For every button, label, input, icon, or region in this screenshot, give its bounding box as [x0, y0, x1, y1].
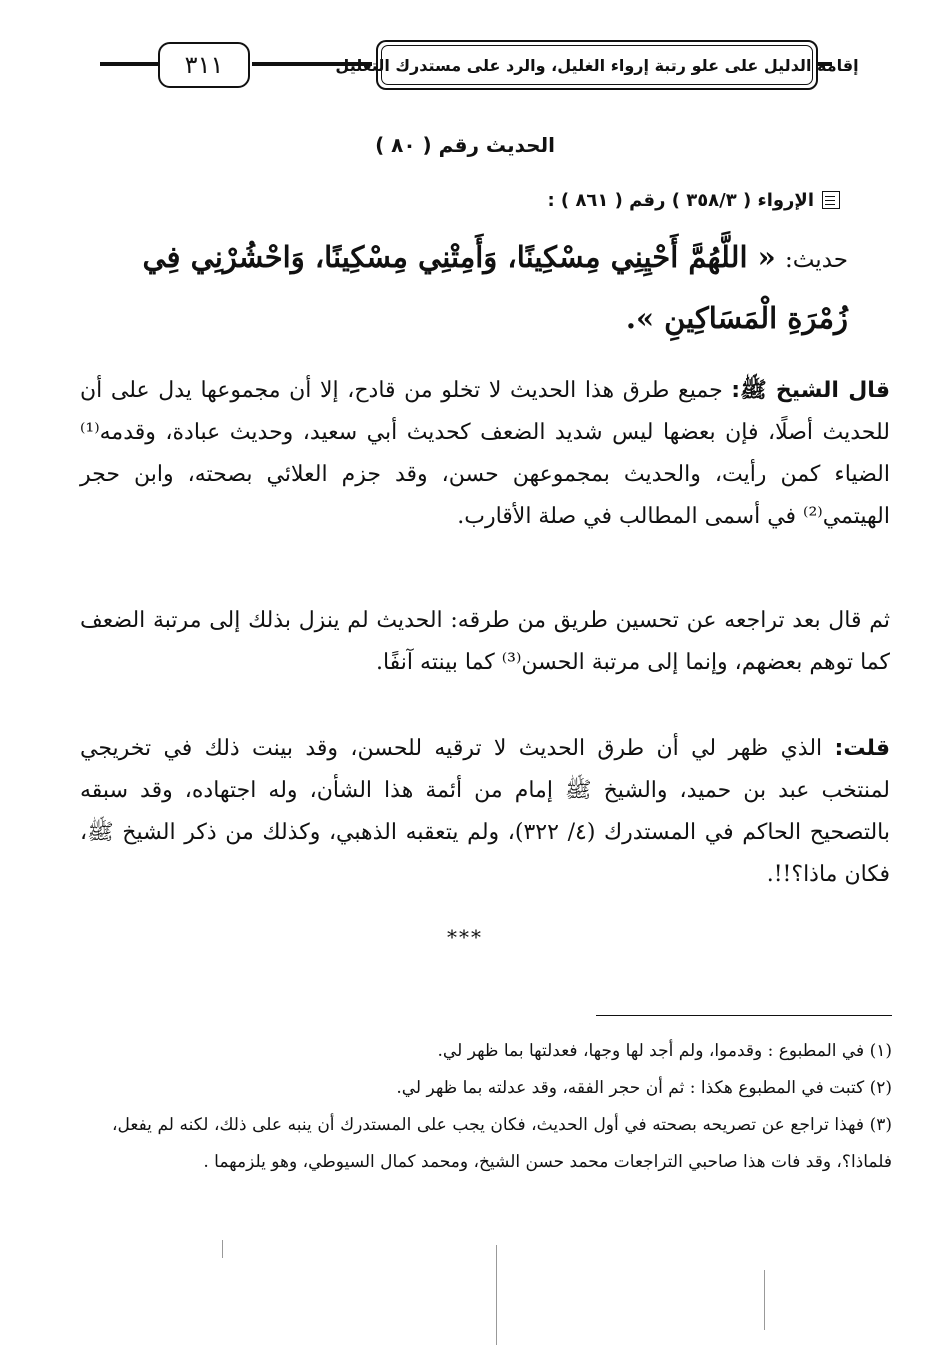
scan-mark — [496, 1245, 497, 1345]
hadith-heading: الحديث رقم ( ٨٠ ) — [375, 133, 555, 157]
irwa-reference — [547, 190, 840, 211]
scan-mark — [764, 1270, 765, 1330]
footnote-rule — [596, 1015, 892, 1016]
footnote-1: (١) في المطبوع : وقدموا، ولم أجد لها وجها، فعدلتها بما ظهر لي. — [437, 1041, 892, 1061]
footnotes — [112, 1033, 892, 1181]
page-number: ٣١١ — [158, 42, 250, 88]
hadith-text — [80, 228, 848, 347]
paragraph-sheikh — [80, 370, 890, 538]
running-header — [112, 38, 859, 96]
header-rule — [100, 62, 160, 66]
section-separator: *** — [447, 925, 483, 949]
paragraph-body: الذي ظهر لي أن طرق الحديث لا ترقيه للحسن، وقد بينت ذلك في تخريجي لمنتخب عبد بن حميد، والشيخ ﷺ إمام من أئمة هذا الشأن، وله اجتهاده، وقد سبقه بالتصحيح الحاكم في المستدرك (٤/ ٣٢٢)، ولم يتعقبه الذهبي، وكذلك من ذكر الشيخ ﷺ، فكان ماذا؟!!. — [80, 736, 891, 887]
header-title-frame — [335, 40, 859, 90]
paragraph-retraction — [80, 600, 890, 684]
paragraph-body: ثم قال بعد تراجعه عن تحسين طريق من طرقه: الحديث لم ينزل بذلك إلى مرتبة الضعف كما توهم بعضهم، وإنما إلى مرتبة الحسن⁽³⁾ كما بينته آنفًا. — [80, 608, 890, 675]
paragraph-author — [80, 728, 890, 896]
footnote-3: (٣) فهذا تراجع عن تصريحه بصحته في أول الحديث، فكان يجب على المستدرك أن ينبه على ذلك، لكنه لم يفعل، فلماذا؟، وقد فات هذا صاحبي التراجعات محمد حسن الشيخ، ومحمد كمال السيوطي، وهو يلزمهما . — [112, 1115, 892, 1172]
hadith-label: حديث: — [784, 247, 848, 273]
book-title: إقامة الدليل على علو رتبة إرواء الغليل، والرد على مستدرك التعليل — [335, 55, 859, 75]
book-icon — [822, 191, 840, 209]
paragraph-lead: قال الشيخ ﷺ: — [731, 378, 890, 403]
paragraph-body: جميع طرق هذا الحديث لا تخلو من قادح، إلا أن مجموعها يدل على أن للحديث أصلًا، فإن بعضها ليس شديد الضعف كحديث أبي سعيد، وحديث عبادة، وقدمه⁽¹⁾ الضياء كمن رأيت، والحديث بمجموعهن حسن، وقد جزم العلائي بصحته، وابن حجر الهيتمي⁽²⁾ في أسمى المطالب في صلة الأقارب. — [80, 378, 890, 529]
hadith-matn: « اللَّهُمَّ أَحْيِنِي مِسْكِينًا، وَأَمِتْنِي مِسْكِينًا، وَاحْشُرْنِي فِي زُمْرَةِ الْمَسَاكِينِ ». — [142, 240, 848, 335]
scan-mark — [222, 1240, 223, 1258]
irwa-reference-label: الإرواء ( ٣٥٨/٣ ) رقم ( ٨٦١ ) : — [547, 190, 814, 211]
footnote-2: (٢) كتبت في المطبوع هكذا : ثم أن حجر الفقه، وقد عدلته بما ظهر لي. — [396, 1078, 892, 1098]
paragraph-lead: قلت: — [834, 736, 890, 761]
